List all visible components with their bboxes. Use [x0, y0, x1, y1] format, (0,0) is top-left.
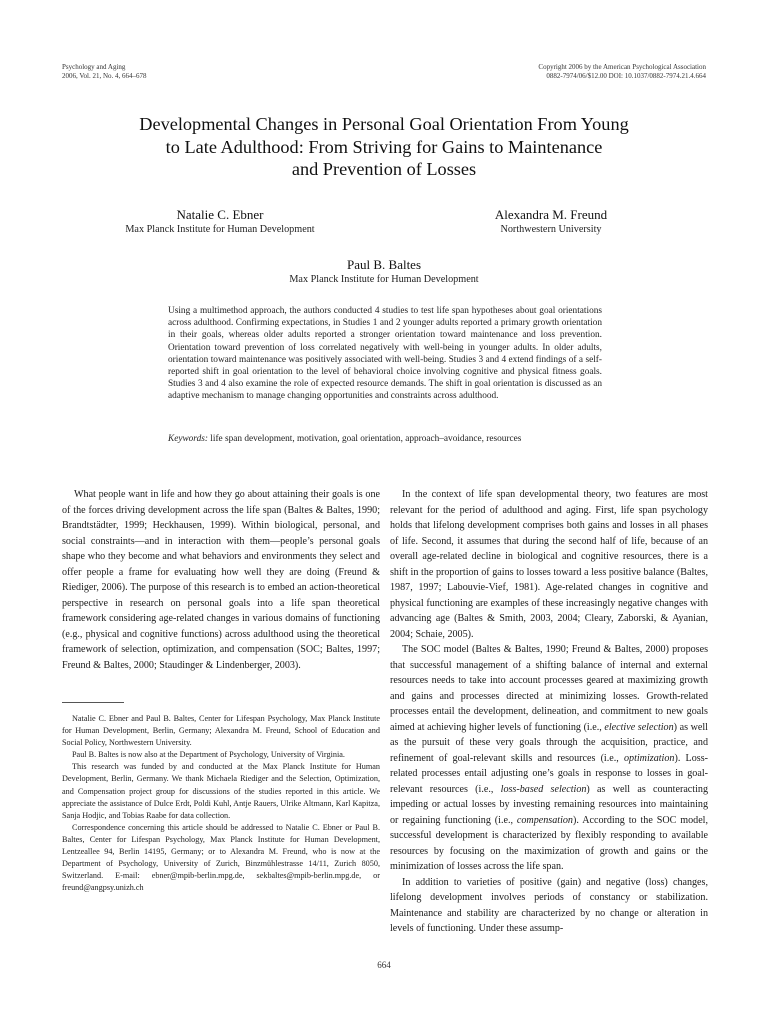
right-column	[390, 487, 708, 937]
keywords-text: life span development, motivation, goal orientation, approach–avoidance, resources	[210, 434, 522, 444]
italic-term: optimization	[623, 752, 675, 764]
italic-term: loss-based selection	[500, 783, 587, 795]
body-paragraph	[390, 642, 708, 875]
doi-line: 0882-7974/06/$12.00 DOI: 10.1037/0882-7974.21.4.664	[546, 71, 706, 80]
keywords-label: Keywords:	[168, 434, 208, 444]
text-run: ) as well as counteracting impeding or actual losses by investing remaining resources into maintaining or regaining functioning (i.e.,	[390, 783, 708, 826]
italic-term: compensation	[516, 814, 573, 826]
journal-header	[62, 63, 147, 80]
author-name: Alexandra M. Freund	[494, 207, 608, 222]
author-block-1	[60, 207, 380, 236]
title-line-3: and Prevention of Losses	[291, 159, 477, 180]
text-run: The SOC model (Baltes & Baltes, 1990; Freund & Baltes, 2000) proposes that successful management of a shifting balance of internal and external resources needs to take into account processes geared at maximizing growth and gains and processes directed at minimizing losses. Growth-related processes entail the development, delineation, and commitment to new goals aimed at achieving higher levels of functioning (i.e.,	[390, 644, 708, 733]
body-paragraph: In addition to varieties of positive (gain) and negative (loss) changes, lifelong development involves periods of constancy or stabilization. Maintenance and stability are characterized by no change or alteration in levels of functioning. Under these assump-	[390, 876, 708, 934]
author-affiliation: Max Planck Institute for Human Development	[125, 224, 315, 235]
footnote-correspondence: Correspondence concerning this article should be addressed to Natalie C. Ebner or Paul B. Baltes, Center for Lifespan Psychology, Max Planck Institute for Human Development, Lentzeallee 94, Berlin 14195, Germany; or to Alexandra M. Freund, who is now at the Department of Psychology, University of Zurich, Binzmühlestrasse 14/11, Zurich 8050, Switzerland. E-mail: ebner@mpib-berlin.mpg.de, sekbaltes@mpib-berlin.mpg.de, or freund@angpsy.unizh.ch	[62, 822, 380, 893]
title-line-1: Developmental Changes in Personal Goal Orientation From Young	[139, 114, 629, 134]
copyright-line: Copyright 2006 by the American Psychological Association	[538, 63, 706, 71]
page-number: 664	[377, 960, 391, 970]
author-name: Paul B. Baltes	[346, 257, 422, 272]
author-block-2	[390, 207, 712, 236]
author-affiliation: Max Planck Institute for Human Development	[289, 274, 479, 285]
author-affiliation: Northwestern University	[500, 224, 602, 235]
left-column	[62, 487, 380, 673]
title-line-2: to Late Adulthood: From Striving for Gains to Maintenance	[165, 136, 603, 157]
author-name: Natalie C. Ebner	[176, 207, 264, 222]
body-paragraph: What people want in life and how they go about attaining their goals is one of the forces driving development across the life span (Baltes & Baltes, 1990; Brandtstädter, 1999; Heckhausen, 1999). Within biological, personal, and social constraints—and in interaction with them—people’s personal goals shape who they become and what behaviors and environments they select and offer people a frame for evaluating how well they are doing (Freund & Riediger, 2006). The purpose of this research is to embed an action-theoretical perspective in research on personal goals into a life span theoretical framework considering age-related changes in various domains of functioning (e.g., physical and cognitive functions) across adulthood using the theoretical framework of selection, optimization, and compensation (SOC; Baltes, 1997; Freund & Baltes, 2000; Staudinger & Lindenberger, 2003).	[62, 489, 380, 671]
article-title	[60, 113, 708, 181]
body-paragraph: In the context of life span developmental theory, two features are most relevant for the period of adulthood and aging. First, life span psychology holds that lifelong development comprises both gains and losses in all phases of life. Second, it assumes that during the second half of life, because of an overall age-related decline in biological and cognitive resources, there is a shift in the proportion of gains to losses toward a less positive balance (Baltes, 1987, 1997; Labouvie-Vief, 1981). Age-related changes in cognitive and physical functioning are examples of these increasingly negative changes with advancing age (Baltes & Smith, 2003, 2004; Cleary, Zaborski, & Ayanian, 2004; Schaie, 2005).	[390, 489, 708, 640]
footnote-affiliations: Natalie C. Ebner and Paul B. Baltes, Center for Lifespan Psychology, Max Planck Institute for Human Development, Berlin, Germany; Alexandra M. Freund, School of Education and Social Policy, Northwestern University.	[62, 714, 380, 748]
copyright-header	[538, 63, 706, 80]
footnote-current-address: Paul B. Baltes is now also at the Department of Psychology, University of Virginia.	[72, 750, 345, 760]
italic-term: elective selection	[604, 721, 674, 733]
keywords	[168, 433, 602, 445]
footnote-divider	[62, 702, 124, 703]
abstract: Using a multimethod approach, the authors conducted 4 studies to test life span hypotheses about goal orientations across adulthood. Confirming expectations, in Studies 1 and 2 younger adults reported a primary growth orientation in their goals, whereas older adults reported a stronger orientation toward maintenance and loss prevention. Orientation toward prevention of loss correlated negatively with well-being in younger adults. In older adults, orientation toward maintenance was positively associated with well-being. Studies 3 and 4 extend findings of a self-reported shift in goal orientation to the level of behavioral choice involving cognitive and physical fitness goals. Studies 3 and 4 also examine the role of expected resource demands. The shift in goal orientation is discussed as an adaptive mechanism to manage changing opportunities and constraints across adulthood.	[168, 306, 602, 402]
text-run: ). According to the SOC model, successful development is characterized by flexibly responding to available resources by focusing on the maximization of growth and gains or the minimization of losses across the life span.	[390, 814, 709, 872]
author-block-3	[184, 257, 584, 286]
footnote-acknowledgments: This research was funded by and conducted at the Max Planck Institute for Human Development, Berlin, Germany. We thank Michaela Riediger and the Selection, Optimization, and Compensation project group for discussions of the studies reported in this article. We appreciate the assistance of Dulce Erdt, Poldi Kuhl, Antje Rauers, Ulrike Altmann, Karl Kapitza, Sanja Hodjic, and Tobias Raabe for data collection.	[62, 762, 380, 820]
text-run: ) as well as the pursuit of these very goals through the acquisition, practice, and refinement of goal-relevant skills and resources (i.e.,	[390, 721, 708, 764]
text-run: ). Loss-related processes entail adjusting one’s goals in response to losses in goal-relevant resources (i.e.,	[390, 752, 708, 795]
footnotes	[62, 713, 380, 894]
journal-volume: 2006, Vol. 21, No. 4, 664–678	[62, 71, 147, 80]
journal-name: Psychology and Aging	[62, 63, 126, 71]
